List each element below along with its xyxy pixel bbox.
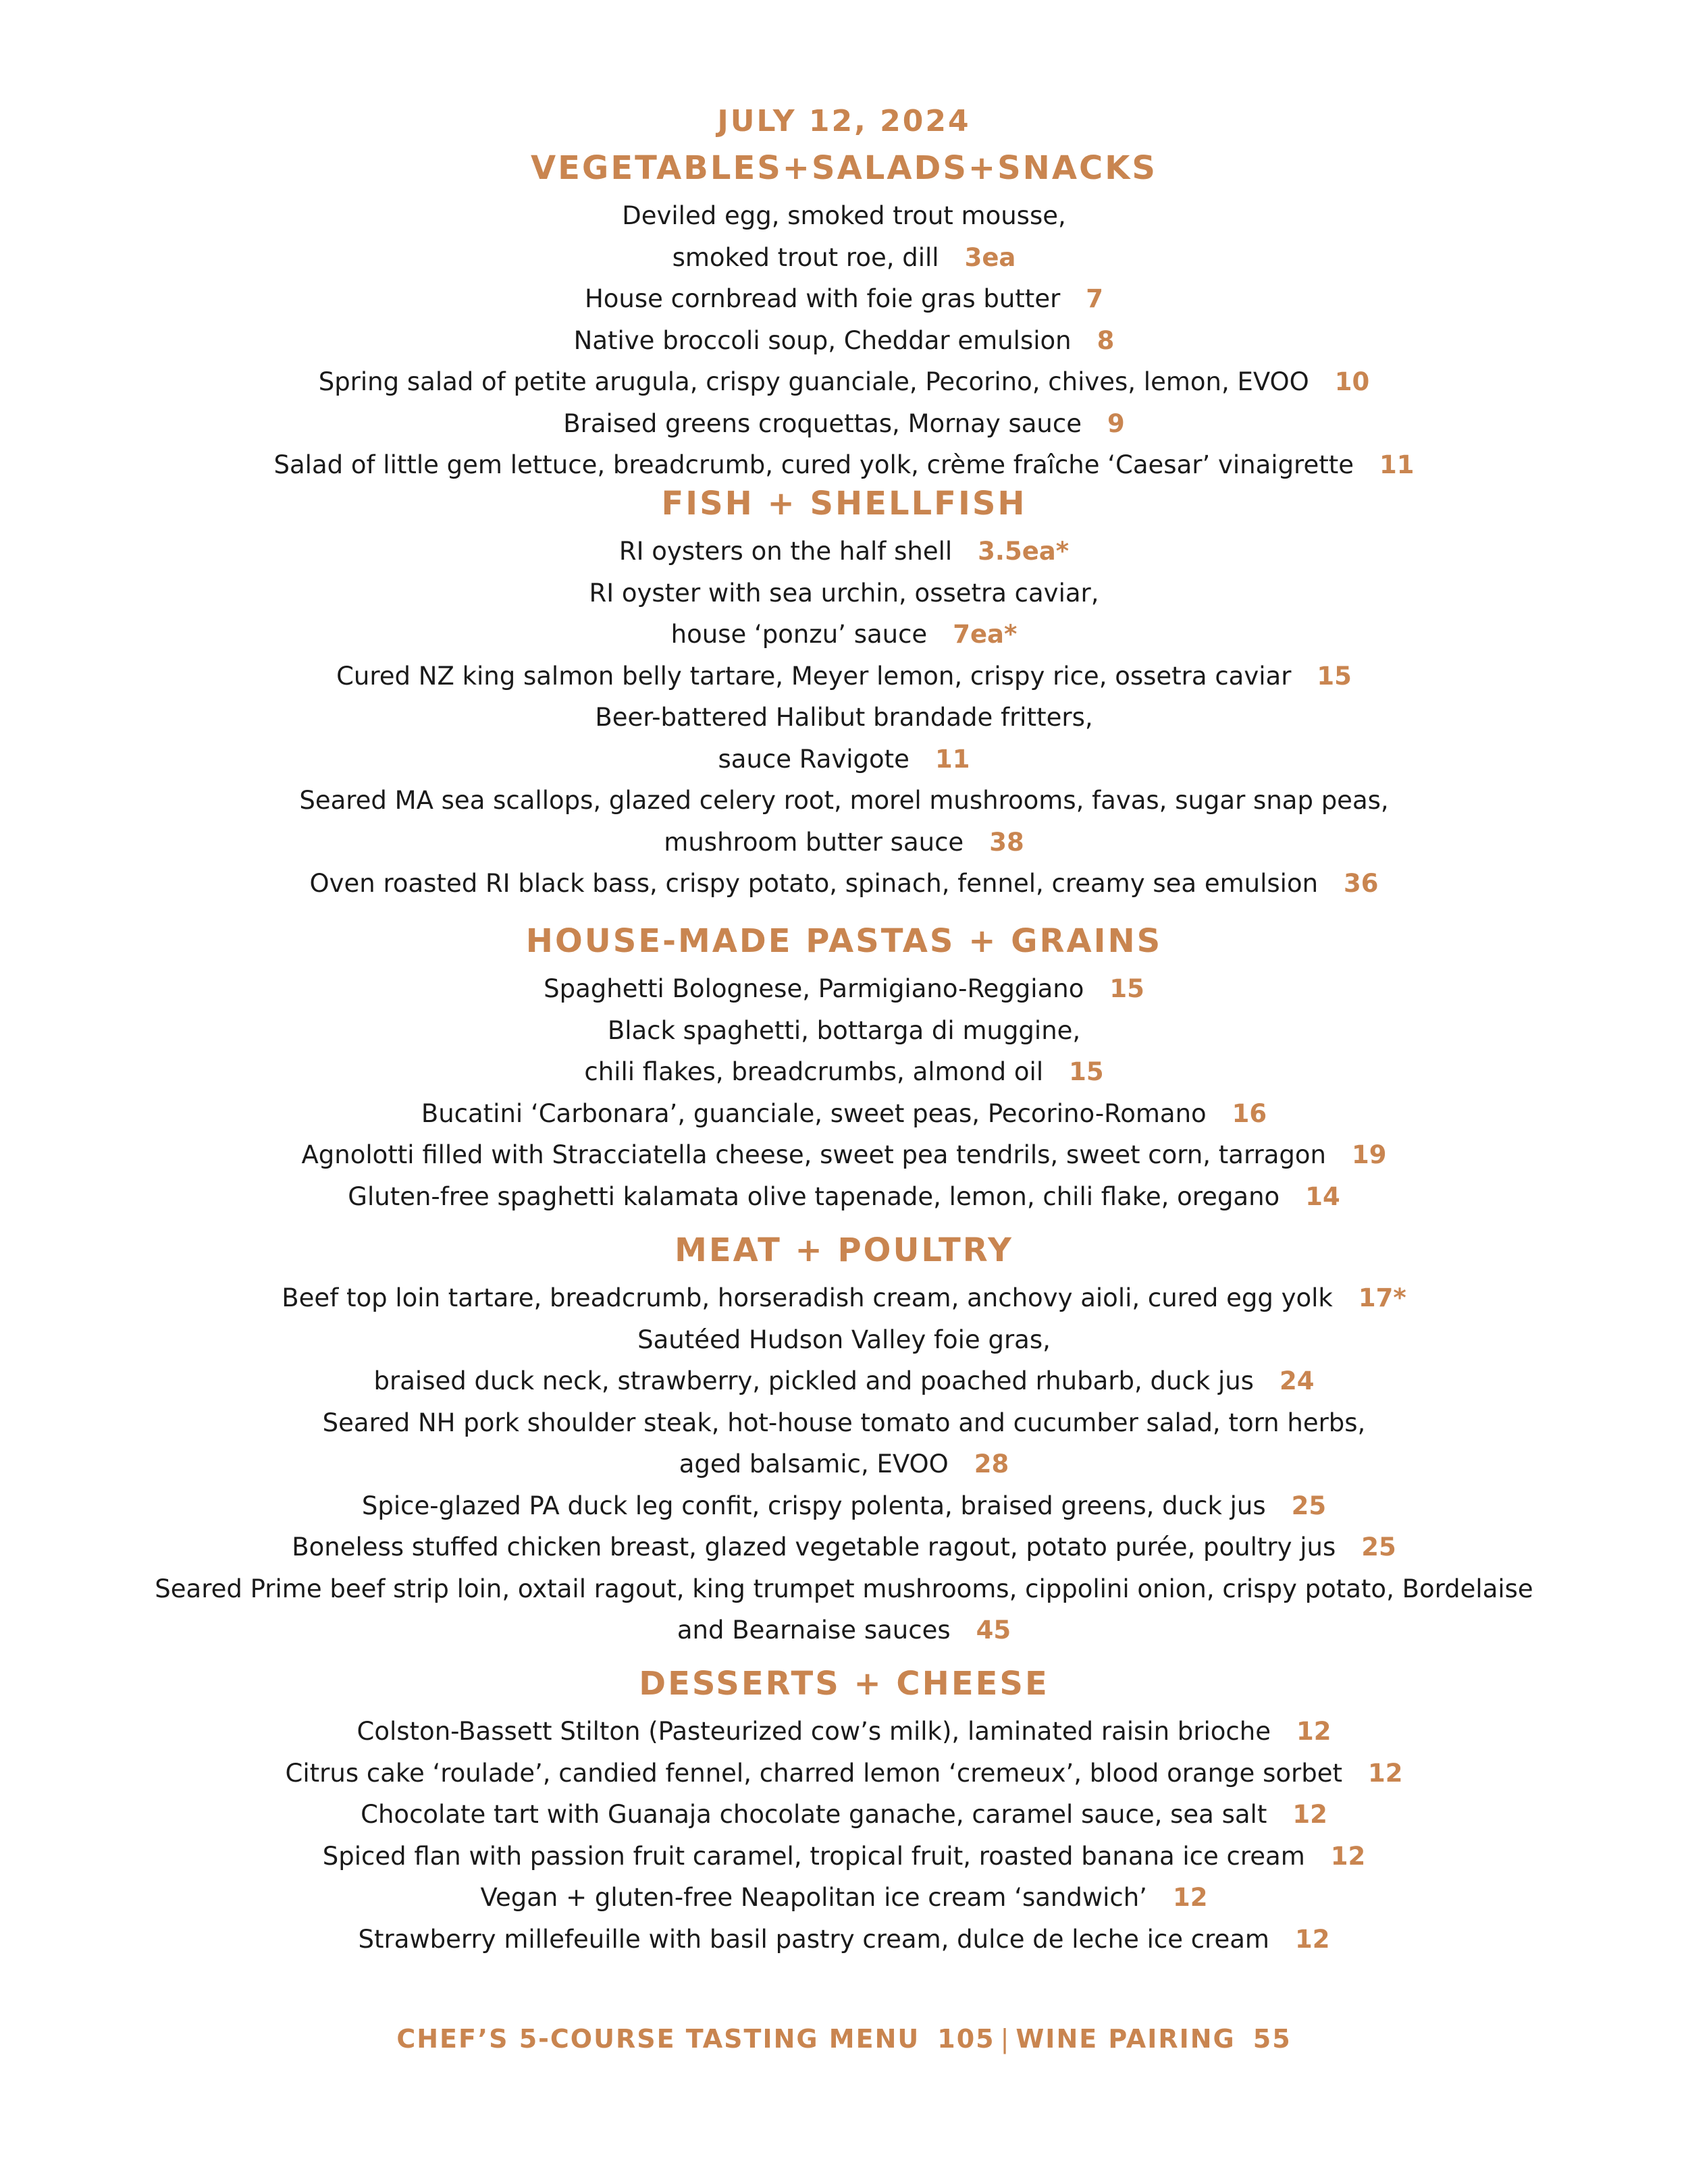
menu-item-price: 36 bbox=[1344, 869, 1379, 898]
menu-item-description: house ‘ponzu’ sauce bbox=[670, 620, 928, 649]
menu-item-price: 24 bbox=[1279, 1366, 1315, 1395]
menu-item-line bbox=[0, 444, 1688, 486]
menu-item-description: Cured NZ king salmon belly tartare, Meyer lemon, crispy rice, ossetra caviar bbox=[336, 661, 1292, 691]
menu-item bbox=[0, 1010, 1688, 1093]
menu-items bbox=[0, 1711, 1688, 1960]
menu-item-description: Gluten-free spaghetti kalamata olive tapenade, lemon, chili flake, oregano bbox=[348, 1181, 1280, 1211]
menu-item bbox=[0, 572, 1688, 656]
menu-item-price: 45 bbox=[976, 1616, 1011, 1645]
menu-item-description: Seared NH pork shoulder steak, hot-house tomato and cucumber salad, torn herbs, bbox=[322, 1408, 1366, 1437]
menu-item-description: Beef top loin tartare, breadcrumb, horseradish cream, anchovy aioli, cured egg yolk bbox=[282, 1283, 1333, 1312]
tasting-menu-label: CHEF’S 5-COURSE TASTING MENU bbox=[396, 2024, 920, 2054]
section-meat-poultry bbox=[0, 1227, 1688, 1651]
menu-item-description: Seared MA sea scallops, glazed celery root, morel mushrooms, favas, sugar snap peas, bbox=[299, 786, 1389, 815]
menu-item bbox=[0, 1836, 1688, 1877]
menu-item bbox=[0, 531, 1688, 572]
menu-item-price: 11 bbox=[934, 744, 970, 774]
menu-item-line bbox=[0, 1836, 1688, 1877]
menu-item-line bbox=[0, 1134, 1688, 1176]
menu-items bbox=[0, 195, 1688, 486]
menu-item-description: Beer-battered Halibut brandade fritters, bbox=[595, 703, 1093, 732]
menu-item bbox=[0, 1485, 1688, 1527]
wine-pairing-price: 55 bbox=[1252, 2024, 1292, 2054]
menu-item-description: Chocolate tart with Guanaja chocolate ganache, caramel sauce, sea salt bbox=[361, 1800, 1267, 1829]
menu-item bbox=[0, 1093, 1688, 1135]
menu-item-line bbox=[0, 1360, 1688, 1402]
menu-item-description: Bucatini ‘Carbonara’, guanciale, sweet peas, Pecorino-Romano bbox=[421, 1098, 1207, 1128]
menu-item-description: braised duck neck, strawberry, pickled and poached rhubarb, duck jus bbox=[373, 1366, 1254, 1395]
menu-item-price: 12 bbox=[1292, 1800, 1327, 1829]
menu-item-line bbox=[0, 863, 1688, 905]
menu-item bbox=[0, 1526, 1688, 1568]
menu-item-description: Spice-glazed PA duck leg confit, crispy polenta, braised greens, duck jus bbox=[361, 1491, 1266, 1520]
menu-item-description: chili flakes, breadcrumbs, almond oil bbox=[584, 1057, 1044, 1086]
menu-item-line bbox=[0, 1319, 1688, 1361]
menu-item bbox=[0, 361, 1688, 403]
menu-item bbox=[0, 968, 1688, 1010]
menu-item-price: 15 bbox=[1109, 974, 1144, 1003]
section-vegetables-salads-snacks bbox=[0, 145, 1688, 486]
menu-item-line bbox=[0, 1919, 1688, 1961]
menu-item-line bbox=[0, 1176, 1688, 1218]
menu-item-line bbox=[0, 531, 1688, 572]
menu-items bbox=[0, 531, 1688, 905]
menu-item-description: sauce Ravigote bbox=[718, 744, 909, 774]
menu-item-line bbox=[0, 1402, 1688, 1444]
menu-item-line bbox=[0, 361, 1688, 403]
menu-item-line bbox=[0, 320, 1688, 362]
menu-item-description: Sautéed Hudson Valley foie gras, bbox=[637, 1325, 1051, 1354]
menu-item bbox=[0, 195, 1688, 278]
section-title: FISH + SHELLFISH bbox=[661, 485, 1027, 523]
menu-item-line bbox=[0, 1093, 1688, 1135]
menu-item-price: 11 bbox=[1379, 450, 1415, 479]
menu-item bbox=[0, 1753, 1688, 1794]
menu-item-line bbox=[0, 1877, 1688, 1919]
menu-item bbox=[0, 1919, 1688, 1961]
tasting-menu-footer bbox=[0, 2019, 1688, 2059]
menu-item bbox=[0, 1176, 1688, 1218]
menu-item-description: Braised greens croquettas, Mornay sauce bbox=[563, 408, 1082, 438]
menu-item-description: Colston-Bassett Stilton (Pasteurized cow’s milk), laminated raisin brioche bbox=[357, 1717, 1271, 1746]
menu-item-price: 7 bbox=[1086, 284, 1104, 313]
menu-item-description: and Bearnaise sauces bbox=[677, 1616, 951, 1645]
menu-item bbox=[0, 863, 1688, 905]
menu-item bbox=[0, 1568, 1688, 1651]
menu-item-description: House cornbread with foie gras butter bbox=[584, 284, 1061, 313]
menu-item-price: 28 bbox=[974, 1449, 1009, 1479]
menu-item-price: 9 bbox=[1107, 408, 1125, 438]
wine-pairing-label: WINE PAIRING bbox=[1016, 2024, 1236, 2054]
menu-item-line bbox=[0, 1794, 1688, 1836]
menu-item-price: 8 bbox=[1097, 325, 1115, 355]
menu-item bbox=[0, 1319, 1688, 1402]
section-title: VEGETABLES+SALADS+SNACKS bbox=[530, 149, 1157, 187]
menu-item bbox=[0, 403, 1688, 445]
menu-item bbox=[0, 1794, 1688, 1836]
menu-item-description: Oven roasted RI black bass, crispy potato, spinach, fennel, creamy sea emulsion bbox=[309, 869, 1319, 898]
menu-item-line bbox=[0, 656, 1688, 697]
menu-item-line bbox=[0, 237, 1688, 279]
menu-item-description: RI oysters on the half shell bbox=[618, 537, 953, 566]
menu-items bbox=[0, 968, 1688, 1217]
menu-item-line bbox=[0, 1277, 1688, 1319]
menu-item bbox=[0, 1711, 1688, 1753]
menu-item-line bbox=[0, 1010, 1688, 1052]
menu-item-description: Salad of little gem lettuce, breadcrumb, cured yolk, crème fraîche ‘Caesar’ vinaigrette bbox=[273, 450, 1354, 479]
menu-item-price: 3.5ea* bbox=[978, 537, 1070, 566]
tasting-menu-price: 105 bbox=[937, 2024, 995, 2054]
menu-item-price: 19 bbox=[1352, 1140, 1387, 1169]
menu-item-price: 12 bbox=[1367, 1758, 1403, 1788]
menu-item-line bbox=[0, 572, 1688, 614]
menu-item-price: 12 bbox=[1330, 1841, 1366, 1871]
menu-item-description: Boneless stuffed chicken breast, glazed vegetable ragout, potato purée, poultry jus bbox=[292, 1533, 1336, 1562]
menu-date: JULY 12, 2024 bbox=[717, 104, 971, 138]
menu-item bbox=[0, 1134, 1688, 1176]
menu-item-price: 12 bbox=[1294, 1924, 1330, 1954]
menu-item-line bbox=[0, 822, 1688, 863]
menu-item-line bbox=[0, 1051, 1688, 1093]
menu-item-description: Agnolotti filled with Stracciatella cheese, sweet pea tendrils, sweet corn, tarragon bbox=[301, 1140, 1326, 1169]
section-title: MEAT + POULTRY bbox=[675, 1231, 1013, 1269]
section-pastas-grains bbox=[0, 918, 1688, 1217]
menu-item-line bbox=[0, 278, 1688, 320]
menu-item-description: Deviled egg, smoked trout mousse, bbox=[622, 201, 1066, 230]
menu-item-line bbox=[0, 403, 1688, 445]
menu-item-line bbox=[0, 1753, 1688, 1794]
menu-item-description: Seared Prime beef strip loin, oxtail ragout, king trumpet mushrooms, cippolini onion, crispy potato, Bordelaise bbox=[155, 1574, 1533, 1603]
menu-item bbox=[0, 1402, 1688, 1485]
menu-item-price: 25 bbox=[1291, 1491, 1327, 1520]
menu-item-price: 7ea* bbox=[953, 620, 1018, 649]
menu-item-description: Native broccoli soup, Cheddar emulsion bbox=[573, 325, 1072, 355]
menu-item-description: Vegan + gluten-free Neapolitan ice cream ‘sandwich’ bbox=[480, 1883, 1147, 1912]
menu-item-price: 38 bbox=[989, 827, 1024, 857]
menu-item-line bbox=[0, 614, 1688, 656]
menu-item-price: 14 bbox=[1305, 1181, 1340, 1211]
menu-item bbox=[0, 697, 1688, 780]
menu-item-line bbox=[0, 1526, 1688, 1568]
menu-item-line bbox=[0, 1485, 1688, 1527]
menu-item-description: aged balsamic, EVOO bbox=[679, 1449, 949, 1479]
menu-item-description: RI oyster with sea urchin, ossetra caviar, bbox=[589, 578, 1099, 608]
menu-item-price: 16 bbox=[1232, 1098, 1267, 1128]
menu-item-line bbox=[0, 195, 1688, 237]
menu-item-description: Spiced flan with passion fruit caramel, tropical fruit, roasted banana ice cream bbox=[322, 1841, 1305, 1871]
menu-item-line bbox=[0, 1568, 1688, 1610]
menu-item-description: Black spaghetti, bottarga di muggine, bbox=[607, 1015, 1081, 1045]
menu-item bbox=[0, 320, 1688, 362]
menu-item-line bbox=[0, 697, 1688, 739]
section-fish-shellfish bbox=[0, 481, 1688, 905]
section-title: HOUSE-MADE PASTAS + GRAINS bbox=[525, 922, 1163, 960]
menu-item-line bbox=[0, 1711, 1688, 1753]
menu-item bbox=[0, 278, 1688, 320]
menu-item bbox=[0, 656, 1688, 697]
menu-item-line bbox=[0, 968, 1688, 1010]
menu-item-price: 3ea bbox=[964, 242, 1016, 272]
menu-item bbox=[0, 1277, 1688, 1319]
menu-item-description: Citrus cake ‘roulade’, candied fennel, charred lemon ‘cremeux’, blood orange sorbet bbox=[285, 1758, 1342, 1788]
menu-item-price: 10 bbox=[1334, 367, 1370, 396]
menu-item-description: mushroom butter sauce bbox=[664, 827, 964, 857]
menu-item-description: smoked trout roe, dill bbox=[672, 242, 939, 272]
menu-item-price: 15 bbox=[1069, 1057, 1104, 1086]
menu-item-description: Spring salad of petite arugula, crispy guanciale, Pecorino, chives, lemon, EVOO bbox=[318, 367, 1309, 396]
section-desserts-cheese bbox=[0, 1661, 1688, 1960]
menu-item-line bbox=[0, 780, 1688, 822]
menu-item-price: 15 bbox=[1317, 661, 1352, 691]
menu-item-price: 25 bbox=[1361, 1533, 1396, 1562]
menu-item-price: 12 bbox=[1172, 1883, 1208, 1912]
menu-item bbox=[0, 1877, 1688, 1919]
menu-items bbox=[0, 1277, 1688, 1651]
menu-item-description: Strawberry millefeuille with basil pastry cream, dulce de leche ice cream bbox=[358, 1924, 1269, 1954]
menu-item bbox=[0, 444, 1688, 486]
menu-item-line bbox=[0, 739, 1688, 780]
menu-item-description: Spaghetti Bolognese, Parmigiano-Reggiano bbox=[544, 974, 1084, 1003]
menu-item-line bbox=[0, 1443, 1688, 1485]
section-title: DESSERTS + CHEESE bbox=[639, 1665, 1049, 1703]
menu-item bbox=[0, 780, 1688, 863]
footer-separator: | bbox=[1000, 2024, 1011, 2054]
menu-item-line bbox=[0, 1609, 1688, 1651]
menu-item-price: 17* bbox=[1358, 1283, 1406, 1312]
menu-item-price: 12 bbox=[1296, 1717, 1331, 1746]
